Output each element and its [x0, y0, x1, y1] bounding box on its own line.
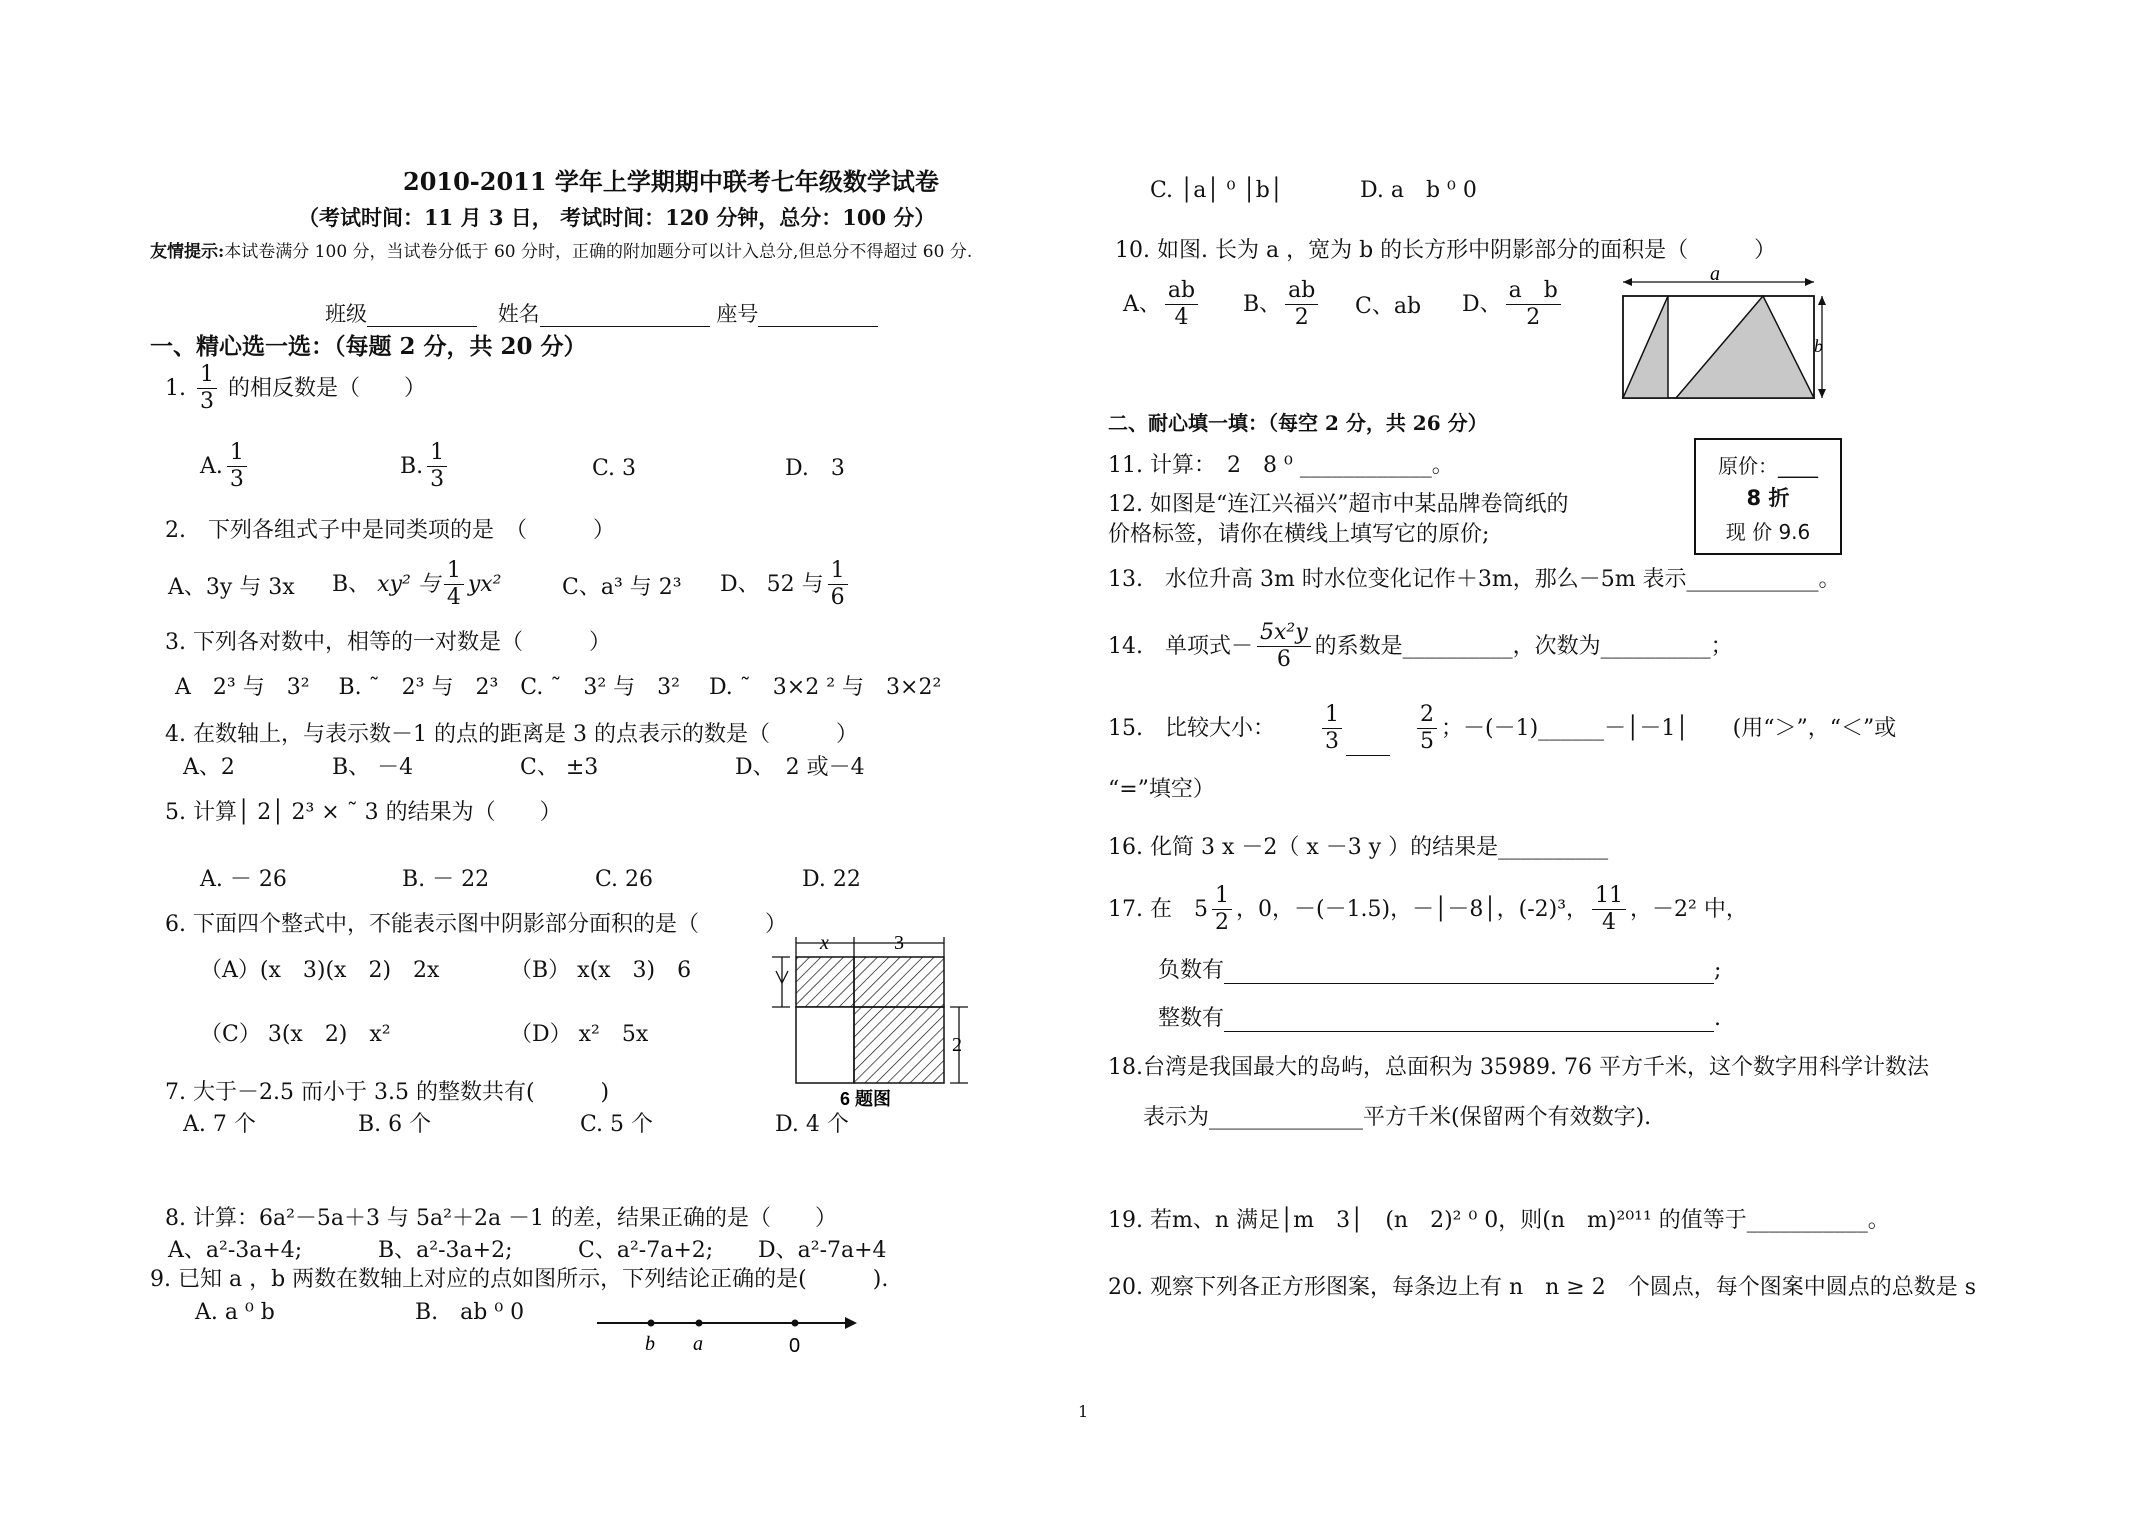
q1-number: 1.: [165, 375, 186, 401]
q6-option-a[interactable]: （A）(x 3)(x 2) 2x: [200, 958, 440, 983]
q2-option-d[interactable]: D、 52 与 $\frac{1}{6}$: [720, 558, 852, 612]
q1-text: 的相反数是（ ）: [228, 375, 427, 401]
q7-option-b[interactable]: B. 6 个: [358, 1112, 432, 1137]
q10-label-b: b: [1814, 336, 1823, 356]
q4-option-a[interactable]: A、2: [183, 755, 235, 780]
question-15: 15. 比较大小： $\frac{1}{3}$ $\frac{2}{5}$ ；－(－1)______－│－1│ (用“＞”，“＜”或: [1108, 702, 1897, 755]
q9-number-line: [595, 1305, 865, 1360]
q9-option-c[interactable]: C. │a│ ⁰ │b│: [1150, 178, 1284, 203]
q4-text: 4. 在数轴上，与表示数－1 的点的距离是 3 的点表示的数是（ ）: [165, 722, 858, 747]
q8-option-b[interactable]: B、a²-3a+2;: [378, 1238, 513, 1263]
q6-shaded-top-right: [854, 957, 944, 1007]
q6-shaded-top-left: [796, 957, 854, 1007]
q6-option-d[interactable]: （D） x² 5x: [510, 1022, 649, 1047]
q6-option-b[interactable]: （B） x(x 3) 6: [510, 958, 692, 983]
field-class-label: 班级: [325, 302, 367, 326]
q12-line2: 价格标签，请你在横线上填写它的原价;: [1108, 522, 1490, 547]
q19-text: 19. 若m、n 满足│m 3│ (n 2)² ⁰ 0，则(n m)²⁰¹¹ 的值等于___________。: [1108, 1208, 1890, 1233]
q9-option-a[interactable]: A. a ⁰ b: [195, 1300, 275, 1325]
q5-option-b[interactable]: B. － 22: [402, 867, 490, 892]
q17-negative-line: 负数有 ;: [1158, 958, 1722, 983]
question-14: 14. 单项式－ $\frac{\text{5x²y}}{6}$ 的系数是__________，次数为__________；: [1108, 620, 1733, 673]
q1-option-a[interactable]: A. $\frac{1}{3}$: [200, 440, 251, 494]
q1-option-d[interactable]: D. 3: [785, 456, 845, 481]
q8-option-d[interactable]: D、a²-7a+4: [758, 1238, 887, 1263]
q2-option-a[interactable]: A、3y 与 3x: [168, 575, 295, 600]
tip-line: [150, 242, 972, 262]
exam-title: 2010-2011 学年上学期期中联考七年级数学试卷: [403, 167, 939, 196]
q6-figure: [762, 925, 972, 1109]
q7-text: 7. 大于－2.5 而小于 3.5 的整数共有( ): [165, 1080, 610, 1105]
field-seat-label: 座号: [716, 302, 759, 326]
q5-option-d[interactable]: D. 22: [802, 867, 861, 892]
axis-label-b: b: [645, 1333, 655, 1355]
q3-text: 3. 下列各对数中，相等的一对数是（ ）: [165, 630, 611, 655]
q8-option-a[interactable]: A、a²-3a+4;: [168, 1238, 303, 1263]
student-info-line: [325, 302, 878, 327]
q18-line1: 18.台湾是我国最大的岛屿，总面积为 35989. 76 平方千米，这个数字用科学计数法: [1108, 1055, 1929, 1080]
q2-option-b[interactable]: B、 xy² 与 $\frac{1}{4}$ yx²: [332, 558, 502, 611]
q1-option-b[interactable]: B. $\frac{1}{3}$: [400, 440, 451, 494]
q7-option-a[interactable]: A. 7 个: [183, 1112, 256, 1137]
q9-text: 9. 已知 a ，b 两数在数轴上对应的点如图所示，下列结论正确的是( ).: [150, 1267, 889, 1292]
q10-figure: [1618, 263, 1828, 403]
q2-text: 2. 下列各组式子中是同类项的是 （ ）: [165, 518, 615, 543]
q5-option-c[interactable]: C. 26: [595, 867, 654, 892]
q2-option-c[interactable]: C、a³ 与 2³: [562, 575, 682, 600]
price-tag-discount: 8 折: [1746, 486, 1790, 510]
q10-option-b[interactable]: B、 $\frac{ab}{2}$: [1243, 278, 1322, 332]
q11-text: 11. 计算： 2 8 ⁰ ____________。: [1108, 453, 1454, 478]
q5-text: 5. 计算│ 2│ 2³ × ˜ 3 的结果为（ ）: [165, 800, 562, 825]
q3-options[interactable]: A 2³ 与 3² B. ˜ 2³ 与 2³ C. ˜ 3² 与 3² D. ˜ 3×2 ² 与 3×2²: [175, 675, 942, 700]
q10-option-a[interactable]: A、 $\frac{ab}{4}$: [1123, 278, 1202, 332]
question-17: 17. 在 5 $\frac{1}{2}$ ，0，－(－1.5)，－│－8│，(-2)³， $\frac{11}{4}$ ，－2² 中，: [1108, 883, 1748, 936]
q7-option-c[interactable]: C. 5 个: [580, 1112, 654, 1137]
section2-heading: 二、耐心填一填：（每空 2 分，共 26 分）: [1108, 411, 1488, 435]
question-1: [165, 362, 426, 416]
q1-fraction: $\frac{1}{3}$: [197, 362, 217, 416]
q6-label-x: x: [820, 932, 829, 954]
q4-option-d[interactable]: D、 2 或－4: [735, 755, 865, 780]
q17-negative-blank[interactable]: [1224, 983, 1714, 984]
q4-option-c[interactable]: C、 ±3: [520, 755, 599, 780]
q1-option-c[interactable]: C. 3: [592, 456, 637, 481]
field-name-label: 姓名: [497, 302, 540, 326]
tip-text: 本试卷满分 100 分，当试卷分低于 60 分时，正确的附加题分可以计入总分,但总分不得超过 60 分.: [224, 242, 973, 262]
q6-shaded-bottom-right: [854, 1007, 944, 1083]
q5-option-a[interactable]: A. － 26: [200, 867, 287, 892]
q6-blank-bottom-left: [796, 1007, 854, 1083]
q20-text: 20. 观察下列各正方形图案，每条边上有 n n ≥ 2 个圆点，每个图案中圆点的总数是 s: [1108, 1275, 1977, 1300]
q10-label-a: a: [1710, 263, 1720, 285]
q6-option-c[interactable]: （C） 3(x 2) x²: [200, 1022, 391, 1047]
q16-text: 16. 化简 3 x －2（ x －3 y ）的结果是__________: [1108, 835, 1609, 860]
q17-integer-line: 整数有 .: [1158, 1006, 1722, 1031]
q6-label-3: 3: [894, 932, 904, 954]
q10-option-d[interactable]: D、 $\frac{\text{a b}}{2}$: [1462, 278, 1565, 332]
q8-option-c[interactable]: C、a²-7a+2;: [578, 1238, 714, 1263]
exam-info: （考试时间：11 月 3 日， 考试时间：120 分钟，总分：100 分）: [298, 205, 936, 230]
axis-label-a: a: [693, 1333, 703, 1355]
q6-caption: 6 题图: [840, 1089, 892, 1109]
q18-line2: 表示为______________平方千米(保留两个有效数字).: [1143, 1105, 1652, 1130]
field-class-blank[interactable]: [367, 326, 477, 327]
price-tag-current: 现 价 9.6: [1725, 520, 1811, 544]
q4-option-b[interactable]: B、 －4: [332, 755, 414, 780]
field-name-blank[interactable]: [540, 326, 710, 327]
q9-option-b[interactable]: B. ab ⁰ 0: [415, 1300, 525, 1325]
page-number: 1: [1078, 1402, 1089, 1421]
axis-label-0: 0: [789, 1335, 801, 1357]
q6-text: 6. 下面四个整式中，不能表示图中阴影部分面积的是（ ）: [165, 912, 787, 937]
price-tag: [1694, 438, 1842, 555]
section1-heading: 一、精心选一选：（每题 2 分，共 20 分）: [150, 333, 587, 360]
field-seat-blank[interactable]: [758, 326, 878, 327]
q13-text: 13. 水位升高 3m 时水位变化记作＋3m，那么－5m 表示____________。: [1108, 567, 1841, 592]
tip-label: 友情提示:: [150, 242, 225, 262]
q7-option-d[interactable]: D. 4 个: [775, 1112, 849, 1137]
q9-option-d[interactable]: D. a b ⁰ 0: [1360, 178, 1477, 203]
q10-option-c[interactable]: C、ab: [1355, 294, 1422, 319]
q17-integer-blank[interactable]: [1224, 1031, 1714, 1032]
q12-line1: 12. 如图是“连江兴福兴”超市中某品牌卷筒纸的: [1108, 492, 1569, 517]
q8-text: 8. 计算：6a²－5a＋3 与 5a²＋2a －1 的差，结果正确的是（ ）: [165, 1206, 838, 1231]
q10-text: 10. 如图. 长为 a ，宽为 b 的长方形中阴影部分的面积是（ ）: [1115, 238, 1777, 263]
q6-label-2: 2: [952, 1034, 962, 1056]
q15-line2: “=”填空）: [1108, 777, 1215, 802]
price-tag-original: 原价：____: [1718, 454, 1818, 478]
